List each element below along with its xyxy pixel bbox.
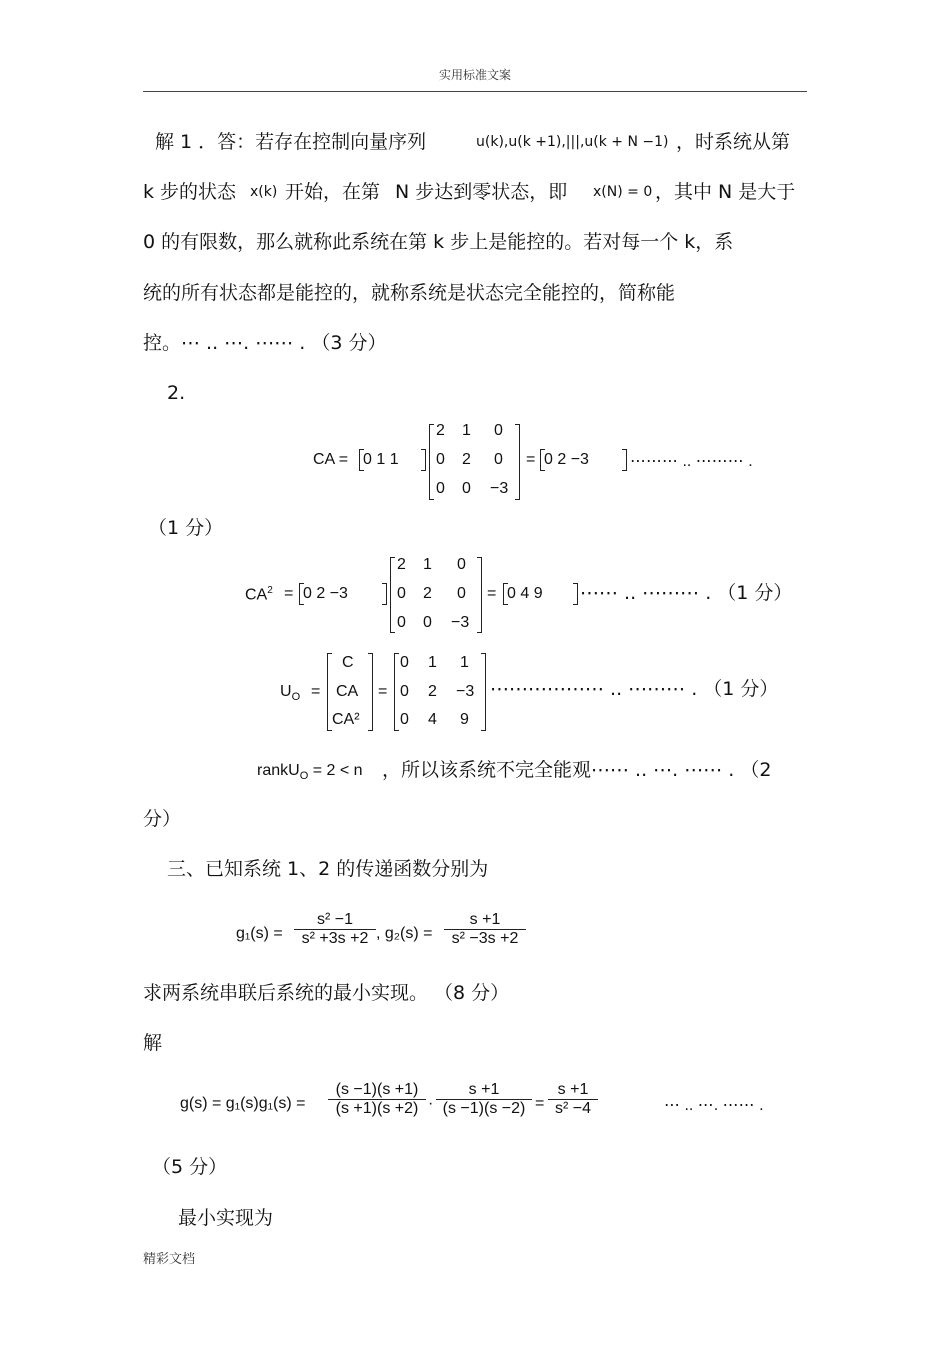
uo-r3c2: 4 — [428, 711, 437, 728]
ca2-result: 0 4 9 — [507, 585, 543, 602]
ca2-row-vector: 0 2 −3 — [303, 585, 348, 602]
product-fraction-2 — [436, 1081, 532, 1118]
ca-result-right-bracket — [622, 449, 627, 471]
g2-lhs: , g₂(s) = — [376, 925, 433, 942]
uo-r2c3: −3 — [456, 683, 475, 700]
uo-r3c3: 9 — [460, 711, 469, 728]
product-dot: · — [428, 1095, 434, 1112]
uo-lhs — [280, 683, 300, 703]
q1-line2-text-c: N 步达到零状态，即 — [395, 181, 568, 203]
a-r3c1: 0 — [436, 480, 445, 497]
q2-label: 2. — [167, 382, 186, 404]
a2-r2c1: 0 — [397, 585, 406, 602]
ca2-dots-score: ⋯⋯ .. ⋯⋯⋯ . （1 分） — [580, 582, 793, 604]
min-realization-label: 最小实现为 — [178, 1207, 274, 1229]
matrix-a-left-bracket — [429, 424, 434, 500]
uo-matrix-left-bracket — [394, 653, 399, 731]
a2-r3c1: 0 — [397, 614, 406, 631]
a2-r3c3: −3 — [451, 614, 470, 631]
rank-conclusion: ，所以该系统不完全能观⋯⋯ .. ⋯. ⋯⋯ . （2 — [382, 759, 772, 781]
uo-eq2: = — [378, 683, 388, 700]
q1-control-sequence: u(k),u(k +1),|||,u(k + N −1) — [476, 134, 669, 150]
rank-base: rankU — [257, 762, 300, 779]
q1-state-xn: x(N) = 0 — [593, 184, 653, 200]
matrix-a-right-bracket — [515, 424, 520, 500]
matrix-a2-left-bracket — [390, 557, 395, 633]
uo-r1c3: 1 — [460, 654, 469, 671]
f2-denominator: (s −1)(s −2) — [436, 1099, 532, 1118]
f3-denominator: s² −4 — [548, 1099, 598, 1118]
q1-line4: 统的所有状态都是能控的，就称系统是状态完全能控的，简称能 — [143, 282, 676, 304]
g1-lhs: g₁(s) = — [236, 925, 283, 942]
g2-fraction — [444, 911, 526, 948]
a-r3c2: 0 — [462, 480, 471, 497]
a-r1c3: 0 — [494, 422, 503, 439]
uo-matrix-right-bracket — [481, 653, 486, 731]
uo-dots-score: ⋯⋯⋯⋯⋯⋯ .. ⋯⋯⋯ . （1 分） — [490, 678, 779, 700]
g1-denominator: s² +3s +2 — [294, 929, 376, 948]
uo-vec-c: C — [342, 654, 354, 671]
a2-r3c2: 0 — [423, 614, 432, 631]
q1-line2-text-b: 开始，在第 — [285, 181, 381, 203]
q1-line2-text-a: k 步的状态 — [143, 181, 237, 203]
g-dots: ⋯ .. ⋯. ⋯⋯ . — [664, 1097, 764, 1114]
q1-line1-text-b: ，时系统从第 — [676, 131, 791, 153]
ca2-lhs-exp: 2 — [267, 585, 273, 596]
q3-score: （5 分） — [152, 1156, 228, 1178]
a-r2c3: 0 — [494, 451, 503, 468]
uo-r3c1: 0 — [400, 711, 409, 728]
ca-result: 0 2 −3 — [544, 451, 589, 468]
header-rule — [143, 91, 807, 92]
page-header: 实用标准文案 — [438, 68, 511, 82]
product-fraction-1 — [328, 1081, 426, 1118]
ca2-result-right-bracket — [573, 583, 578, 605]
g-lhs: g(s) = g₁(s)g₁(s) = — [180, 1095, 306, 1112]
ca2-lhs-base: CA — [245, 586, 268, 604]
uo-eq1: = — [311, 683, 321, 700]
q1-line3: 0 的有限数，那么就称此系统在第 k 步上是能控的。若对每一个 k，系 — [143, 231, 734, 253]
ca-row-right-bracket — [421, 449, 426, 471]
q3-title: 三、已知系统 1、2 的传递函数分别为 — [167, 858, 489, 880]
a-r1c1: 2 — [436, 422, 445, 439]
g2-denominator: s² −3s +2 — [444, 929, 526, 948]
ca2-lhs — [245, 585, 273, 604]
f3-numerator: s +1 — [557, 1081, 589, 1098]
g1-fraction — [294, 911, 376, 948]
q3-solution-label: 解 — [143, 1032, 163, 1054]
rank-sub: O — [299, 770, 309, 783]
uo-lhs-sub: O — [291, 691, 301, 704]
a-r3c3: −3 — [490, 480, 509, 497]
uo-r1c1: 0 — [400, 654, 409, 671]
ca-dots: ⋯⋯⋯ .. ⋯⋯⋯ . — [630, 453, 753, 470]
ca-eq: = — [526, 451, 536, 468]
score-1a: （1 分） — [148, 517, 224, 539]
ca2-eq1: = — [284, 585, 294, 602]
a2-r2c3: 0 — [457, 585, 466, 602]
q1-state-xk: x(k) — [250, 184, 278, 200]
uo-r2c2: 2 — [428, 683, 437, 700]
rank-expression — [257, 762, 363, 782]
a2-r1c3: 0 — [457, 556, 466, 573]
a2-r2c2: 2 — [423, 585, 432, 602]
a2-r1c2: 1 — [423, 556, 432, 573]
a-r2c1: 0 — [436, 451, 445, 468]
uo-r1c2: 1 — [428, 654, 437, 671]
a-r1c2: 1 — [462, 422, 471, 439]
g1-numerator: s² −1 — [316, 911, 353, 928]
uo-r2c1: 0 — [400, 683, 409, 700]
matrix-a2-right-bracket — [477, 557, 482, 633]
ca-lhs: CA = — [313, 451, 349, 468]
uo-vec-ca: CA — [336, 683, 359, 700]
q1-line5: 控。⋯ .. ⋯. ⋯⋯ . （3 分） — [143, 332, 387, 354]
uo-vec-ca2: CA² — [332, 711, 360, 728]
q1-line1-text-a: 解 1 ．答：若存在控制向量序列 — [155, 131, 427, 153]
page-footer: 精彩文档 — [143, 1252, 196, 1267]
f1-numerator: (s −1)(s +1) — [335, 1081, 419, 1098]
a2-r1c1: 2 — [397, 556, 406, 573]
result-eq: = — [535, 1095, 545, 1112]
uo-vector-right-bracket — [368, 653, 373, 731]
ca2-eq2: = — [487, 585, 497, 602]
uo-lhs-base: U — [280, 683, 292, 700]
ca-row-vector: 0 1 1 — [363, 451, 399, 468]
q1-line2-text-d: ，其中 N 是大于 — [655, 181, 796, 203]
f1-denominator: (s +1)(s +2) — [328, 1099, 426, 1118]
g2-numerator: s +1 — [469, 911, 501, 928]
result-fraction — [548, 1081, 598, 1118]
q3-question: 求两系统串联后系统的最小实现。 （8 分） — [143, 982, 510, 1004]
rank-rest: = 2 < n — [312, 762, 363, 779]
a-r2c2: 2 — [462, 451, 471, 468]
ca2-row-right-bracket — [382, 583, 387, 605]
rank-score-end: 分） — [143, 808, 182, 830]
f2-numerator: s +1 — [468, 1081, 500, 1098]
